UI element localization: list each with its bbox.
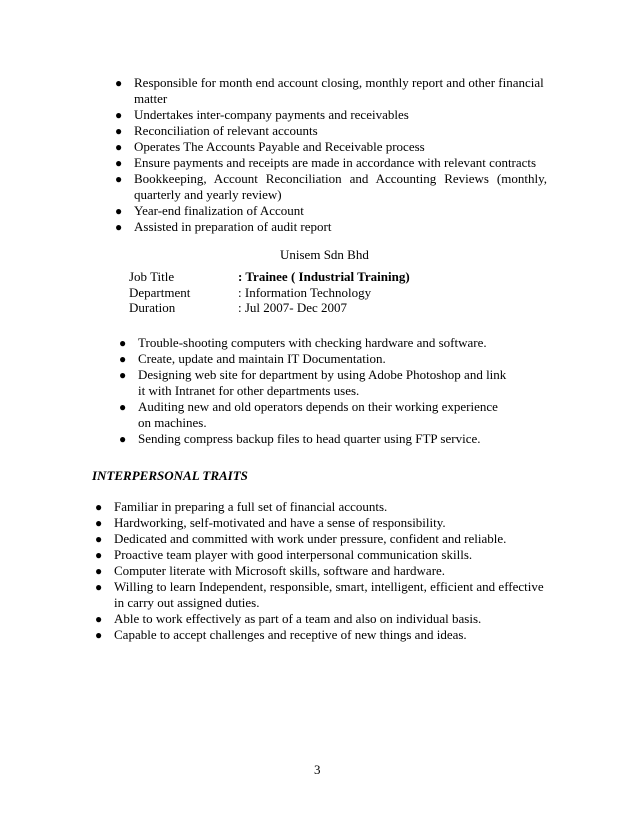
job-title-value: : Trainee ( Industrial Training) [238, 269, 410, 284]
list-item: ● Create, update and maintain IT Documentation. [119, 351, 386, 366]
page-number: 3 [314, 762, 321, 777]
bullet-icon: ● [95, 564, 103, 578]
list-item: ● Bookkeeping, Account Reconciliation and Accounting Reviews (monthly, quarterly and yearly review) [115, 171, 547, 202]
department-value: : Information Technology [238, 285, 372, 300]
bullet-icon: ● [95, 612, 103, 626]
bullet-icon: ● [115, 220, 123, 234]
list-item: ● Proactive team player with good interpersonal communication skills. [95, 547, 473, 562]
bullet-icon: ● [95, 532, 103, 546]
list-item: ● Auditing new and old operators depends on their working experience on machines. [119, 399, 498, 430]
list-item: ● Sending compress backup files to head quarter using FTP service. [119, 431, 481, 446]
interpersonal-list [95, 499, 546, 643]
list-item: ● Willing to learn Independent, responsible, smart, intelligent, efficient and effective in carry out assigned duties. [95, 579, 544, 610]
bullet-icon: ● [119, 368, 127, 382]
interpersonal-heading: INTERPERSONAL TRAITS [92, 468, 248, 483]
list-item: ● Responsible for month end account closing, monthly report and other financial matter [115, 75, 544, 106]
company-name: Unisem Sdn Bhd [280, 247, 369, 262]
list-item: ● Able to work effectively as part of a team and also on individual basis. [95, 611, 482, 626]
bullet-icon: ● [95, 516, 103, 530]
list-item: ● Computer literate with Microsoft skills, software and hardware. [95, 563, 446, 578]
trainee-duties-list [119, 335, 508, 447]
bullet-icon: ● [95, 580, 103, 594]
duration-value: : Jul 2007- Dec 2007 [238, 300, 348, 315]
bullet-icon: ● [95, 548, 103, 562]
bullet-icon: ● [115, 108, 123, 122]
bullet-icon: ● [119, 352, 127, 366]
bullet-icon: ● [95, 628, 103, 642]
list-item: ● Dedicated and committed with work under pressure, confident and reliable. [95, 531, 507, 546]
bullet-icon: ● [115, 140, 123, 154]
list-item: ● Assisted in preparation of audit report [115, 219, 332, 234]
list-item: ● Reconciliation of relevant accounts [115, 123, 318, 138]
job-title-label: Job Title [129, 269, 175, 284]
list-item: ● Operates The Accounts Payable and Receivable process [115, 139, 425, 154]
bullet-icon: ● [119, 336, 127, 350]
bullet-icon: ● [115, 156, 123, 170]
list-item: ● Undertakes inter-company payments and receivables [115, 107, 409, 122]
bullet-icon: ● [115, 124, 123, 138]
department-label: Department [129, 285, 191, 300]
duties-list [115, 75, 547, 235]
bullet-icon: ● [115, 204, 123, 218]
list-item: ● Familiar in preparing a full set of financial accounts. [95, 499, 388, 514]
bullet-icon: ● [119, 432, 127, 446]
bullet-icon: ● [95, 500, 103, 514]
list-item: ● Year-end finalization of Account [115, 203, 304, 218]
list-item: ● Ensure payments and receipts are made in accordance with relevant contracts [115, 155, 537, 170]
bullet-icon: ● [115, 172, 123, 186]
bullet-icon: ● [119, 400, 127, 414]
list-item: ● Hardworking, self-motivated and have a sense of responsibility. [95, 515, 446, 530]
bullet-icon: ● [115, 76, 123, 90]
duration-label: Duration [129, 300, 176, 315]
list-item: ● Capable to accept challenges and receptive of new things and ideas. [95, 627, 467, 642]
list-item: ● Designing web site for department by using Adobe Photoshop and link it with Intranet for other departments uses. [119, 367, 507, 398]
list-item: ● Trouble-shooting computers with checking hardware and software. [119, 335, 487, 350]
